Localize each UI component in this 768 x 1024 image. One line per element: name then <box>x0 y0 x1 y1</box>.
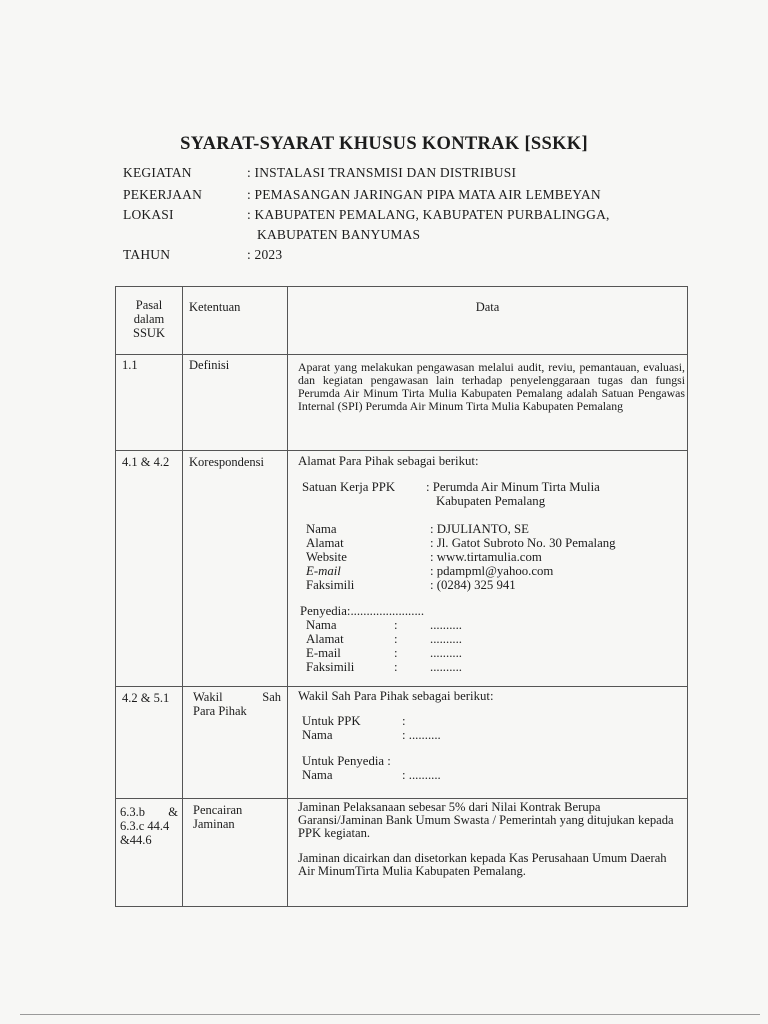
satker-value-cont: Kabupaten Pemalang <box>436 494 546 508</box>
ppk-field-value: : (0284) 325 941 <box>430 578 516 592</box>
pencairan-paragraph: Jaminan dicairkan dan disetorkan kepada Kas Perusahaan Umum Daerah Air MinumTirta Mulia Kabupaten Pemalang. <box>298 851 667 878</box>
table-row <box>116 799 688 907</box>
table-row <box>116 355 688 451</box>
penyedia-field-label: Alamat <box>306 632 344 646</box>
ppk-nama-value: : .......... <box>402 728 441 742</box>
header-data: Data <box>288 287 688 355</box>
ppk-field-value: : www.tirtamulia.com <box>430 550 542 564</box>
ketentuan-word: Wakil <box>193 690 223 704</box>
untuk-ppk-colon: : <box>402 714 406 728</box>
penyedia-nama-label: Nama <box>302 768 333 782</box>
wakil-intro: Wakil Sah Para Pihak sebagai berikut: <box>298 689 494 703</box>
korespondensi-intro: Alamat Para Pihak sebagai berikut: <box>298 454 479 468</box>
cell-pasal: 1.1 <box>116 355 183 451</box>
header-pasal: Pasal dalam SSUK <box>116 287 183 355</box>
untuk-ppk-label: Untuk PPK <box>302 714 361 728</box>
page-bottom-line <box>20 1014 760 1015</box>
satker-value: : Perumda Air Minum Tirta Mulia <box>426 480 600 494</box>
ppk-field-label: Alamat <box>306 536 344 550</box>
cell-data <box>288 687 688 799</box>
pencairan-paragraph: Jaminan Pelaksanaan sebesar 5% dari Nilai Kontrak Berupa Garansi/Jaminan Bank Umum Swasta / Pemerintah yang ditujukan kepada PPK kegiatan. <box>298 800 674 840</box>
ppk-field-label: Nama <box>306 522 337 536</box>
penyedia-field-value: .......... <box>430 660 462 674</box>
cell-ketentuan: Definisi <box>183 355 288 451</box>
penyedia-field-value: .......... <box>430 632 462 646</box>
cell-pasal: 4.2 & 5.1 <box>116 687 183 799</box>
satker-label: Satuan Kerja PPK <box>302 480 396 494</box>
meta-value: : KABUPATEN PEMALANG, KABUPATEN PURBALINGGA, <box>247 207 610 222</box>
cell-ketentuan <box>183 687 288 799</box>
ppk-field-value: : DJULIANTO, SE <box>430 522 529 536</box>
penyedia-field-value: .......... <box>430 646 462 660</box>
ppk-field-label: Website <box>306 550 347 564</box>
ppk-nama-label: Nama <box>302 728 333 742</box>
untuk-penyedia-label: Untuk Penyedia : <box>302 754 391 768</box>
pasal-part: & <box>168 805 178 819</box>
penyedia-label: Penyedia:....................... <box>300 604 425 618</box>
ketentuan-word: Para Pihak <box>193 704 247 718</box>
pasal-part: &44.6 <box>120 833 152 847</box>
meta-label: PEKERJAAN <box>123 187 203 202</box>
cell-data: Aparat yang melakukan pengawasan melalui audit, reviu, pemantauan, evaluasi, dan kegiatan pengawasan lain terhadap penyelenggaraan tugas dan fungsi Perumda Air Minum Tirta Mulia Kabupaten Pemalang adalah Satuan Pengawas Internal (SPI) Perumda Air Minum Tirta Mulia Kabupaten Pemalang <box>288 355 688 451</box>
penyedia-field-label: Nama <box>306 618 337 632</box>
meta-label: TAHUN <box>123 247 171 262</box>
cell-data <box>288 451 688 687</box>
ketentuan-word: Sah <box>262 690 281 704</box>
pasal-part: 6.3.b <box>120 805 145 819</box>
penyedia-field-value: .......... <box>430 618 462 632</box>
table-row <box>116 451 688 687</box>
penyedia-nama-value: : .......... <box>402 768 441 782</box>
table-row <box>116 687 688 799</box>
cell-pasal <box>116 799 183 907</box>
penyedia-field-label: Faksimili <box>306 660 355 674</box>
penyedia-field-label: E-mail <box>306 646 341 660</box>
ppk-field-label: Faksimili <box>306 578 355 592</box>
ppk-field-label: E-mail <box>306 564 341 578</box>
pasal-part: 6.3.c 44.4 <box>120 819 170 833</box>
cell-pasal: 4.1 & 4.2 <box>116 451 183 687</box>
cell-ketentuan: Pencairan Jaminan <box>183 799 288 907</box>
sskk-table <box>115 286 688 907</box>
page-title: SYARAT-SYARAT KHUSUS KONTRAK [SSKK] <box>180 134 588 154</box>
header-ketentuan: Ketentuan <box>183 287 288 355</box>
ppk-field-value: : Jl. Gatot Subroto No. 30 Pemalang <box>430 536 616 550</box>
table-header-row <box>116 287 688 355</box>
penyedia-field-colon: : <box>394 632 398 646</box>
penyedia-field-colon: : <box>394 660 398 674</box>
meta-value: : PEMASANGAN JARINGAN PIPA MATA AIR LEMBEYAN <box>247 187 601 202</box>
meta-label: LOKASI <box>123 207 174 222</box>
cell-data <box>288 799 688 907</box>
meta-value: : INSTALASI TRANSMISI DAN DISTRIBUSI <box>247 165 517 180</box>
meta-value: KABUPATEN BANYUMAS <box>257 227 421 242</box>
meta-label: KEGIATAN <box>123 165 192 180</box>
cell-ketentuan: Korespondensi <box>183 451 288 687</box>
penyedia-field-colon: : <box>394 646 398 660</box>
penyedia-field-colon: : <box>394 618 398 632</box>
meta-value: : 2023 <box>247 247 283 262</box>
ppk-field-value: : pdampml@yahoo.com <box>430 564 554 578</box>
